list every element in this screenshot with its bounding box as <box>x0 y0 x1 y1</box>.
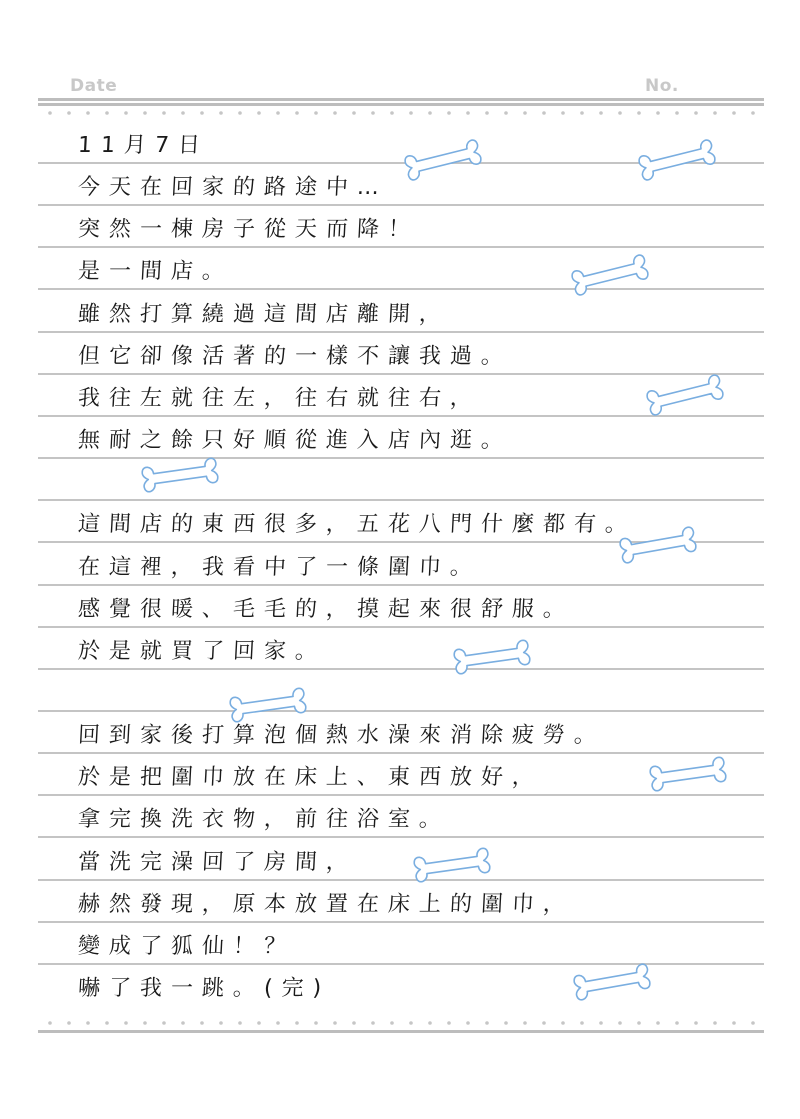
ruled-line <box>38 626 764 628</box>
dot <box>428 1021 432 1025</box>
dot <box>409 1021 413 1025</box>
dot <box>409 111 413 115</box>
dot <box>694 1021 698 1025</box>
dot <box>466 1021 470 1025</box>
bone-icon <box>567 249 653 301</box>
dot <box>675 111 679 115</box>
dot <box>162 111 166 115</box>
dot <box>694 111 698 115</box>
dot <box>257 1021 261 1025</box>
dot <box>523 1021 527 1025</box>
diary-line-10: 這間店的東西很多，五花八門什麼都有。 <box>77 512 637 537</box>
diary-line-21: 嚇了我一跳。(完) <box>77 976 331 1001</box>
dot <box>599 111 603 115</box>
dot <box>143 1021 147 1025</box>
diary-line-6: 但它卻像活著的一樣不讓我過。 <box>77 344 513 369</box>
dot <box>143 111 147 115</box>
top-dot-row <box>38 109 764 117</box>
dot <box>371 111 375 115</box>
dot <box>371 1021 375 1025</box>
dot <box>105 1021 109 1025</box>
ruled-line <box>38 246 764 248</box>
dot <box>599 1021 603 1025</box>
diary-line-3: 突然一棟房子從天而降！ <box>77 217 420 242</box>
ruled-line <box>38 879 764 881</box>
bone-icon <box>634 134 720 186</box>
dot <box>637 111 641 115</box>
ruled-line <box>38 288 764 290</box>
dot <box>390 1021 394 1025</box>
dot <box>181 111 185 115</box>
dot <box>219 1021 223 1025</box>
dot <box>276 111 280 115</box>
ruled-line <box>38 921 764 923</box>
dot <box>86 1021 90 1025</box>
dot <box>314 1021 318 1025</box>
dot <box>314 111 318 115</box>
diary-line-19: 赫然發現，原本放置在床上的圍巾， <box>77 892 575 917</box>
bottom-dot-row <box>38 1019 764 1027</box>
number-label: No. <box>645 76 679 96</box>
dot <box>67 111 71 115</box>
diary-line-11: 在這裡，我看中了一條圍巾。 <box>77 555 482 580</box>
ruled-line <box>38 204 764 206</box>
dot <box>67 1021 71 1025</box>
dot <box>333 111 337 115</box>
dot <box>637 1021 641 1025</box>
dot <box>675 1021 679 1025</box>
diary-line-7: 我往左就往左，往右就往右， <box>77 386 482 411</box>
dot <box>390 111 394 115</box>
ruled-line <box>38 373 764 375</box>
dot <box>485 1021 489 1025</box>
dot <box>219 111 223 115</box>
ruled-line <box>38 668 764 670</box>
dot <box>523 111 527 115</box>
dot <box>124 1021 128 1025</box>
dot <box>485 111 489 115</box>
ruled-line <box>38 752 764 754</box>
dot <box>295 1021 299 1025</box>
ruled-line <box>38 710 764 712</box>
ruled-line <box>38 584 764 586</box>
dot <box>713 1021 717 1025</box>
dot <box>428 111 432 115</box>
dot <box>48 111 52 115</box>
diary-line-20: 變成了狐仙！？ <box>77 934 296 959</box>
dot <box>751 111 755 115</box>
bone-icon <box>570 958 655 1005</box>
dot <box>352 1021 356 1025</box>
ruled-line <box>38 457 764 459</box>
diary-line-16: 於是把圍巾放在床上、東西放好， <box>77 765 544 790</box>
diary-line-1: 11月7日 <box>77 133 210 158</box>
dot <box>656 1021 660 1025</box>
dot <box>713 111 717 115</box>
bone-icon <box>642 369 728 421</box>
bone-icon <box>450 635 534 680</box>
dot <box>732 1021 736 1025</box>
dot <box>238 1021 242 1025</box>
diary-line-15: 回到家後打算泡個熱水澡來消除疲勞。 <box>77 723 606 748</box>
dot <box>162 1021 166 1025</box>
dot <box>333 1021 337 1025</box>
dot <box>86 111 90 115</box>
dot <box>561 1021 565 1025</box>
dot <box>200 111 204 115</box>
dot <box>466 111 470 115</box>
bottom-rule <box>38 1030 764 1033</box>
ruled-line <box>38 331 764 333</box>
dot <box>447 111 451 115</box>
dot <box>200 1021 204 1025</box>
diary-line-4: 是一間店。 <box>77 259 234 284</box>
dot <box>618 111 622 115</box>
dot <box>732 111 736 115</box>
diary-line-8: 無耐之餘只好順從進入店內逛。 <box>77 428 513 453</box>
bone-icon <box>410 843 494 888</box>
dot <box>447 1021 451 1025</box>
dot <box>618 1021 622 1025</box>
top-rule-second <box>38 103 764 106</box>
dot <box>580 1021 584 1025</box>
diary-line-5: 雖然打算繞過這間店離開， <box>77 302 451 327</box>
dot <box>352 111 356 115</box>
top-rule <box>38 98 764 101</box>
ruled-line <box>38 963 764 965</box>
dot <box>542 1021 546 1025</box>
bone-icon <box>138 453 222 498</box>
dot <box>561 111 565 115</box>
dot <box>276 1021 280 1025</box>
dot <box>48 1021 52 1025</box>
dot <box>656 111 660 115</box>
dot <box>124 111 128 115</box>
dot <box>181 1021 185 1025</box>
dot <box>295 111 299 115</box>
diary-line-2: 今天在回家的路途中… <box>77 175 389 200</box>
date-label: Date <box>70 76 118 96</box>
dot <box>542 111 546 115</box>
ruled-line <box>38 499 764 501</box>
diary-line-18: 當洗完澡回了房間， <box>77 850 358 875</box>
bone-icon <box>400 134 486 186</box>
diary-line-17: 拿完換洗衣物，前往浴室。 <box>77 807 451 832</box>
dot <box>238 111 242 115</box>
dot <box>751 1021 755 1025</box>
bone-icon <box>646 752 730 797</box>
dot <box>504 111 508 115</box>
dot <box>504 1021 508 1025</box>
dot <box>580 111 584 115</box>
dot <box>105 111 109 115</box>
ruled-line <box>38 836 764 838</box>
dot <box>257 111 261 115</box>
diary-line-13: 於是就買了回家。 <box>77 639 327 664</box>
diary-line-12: 感覺很暖、毛毛的，摸起來很舒服。 <box>77 597 575 622</box>
